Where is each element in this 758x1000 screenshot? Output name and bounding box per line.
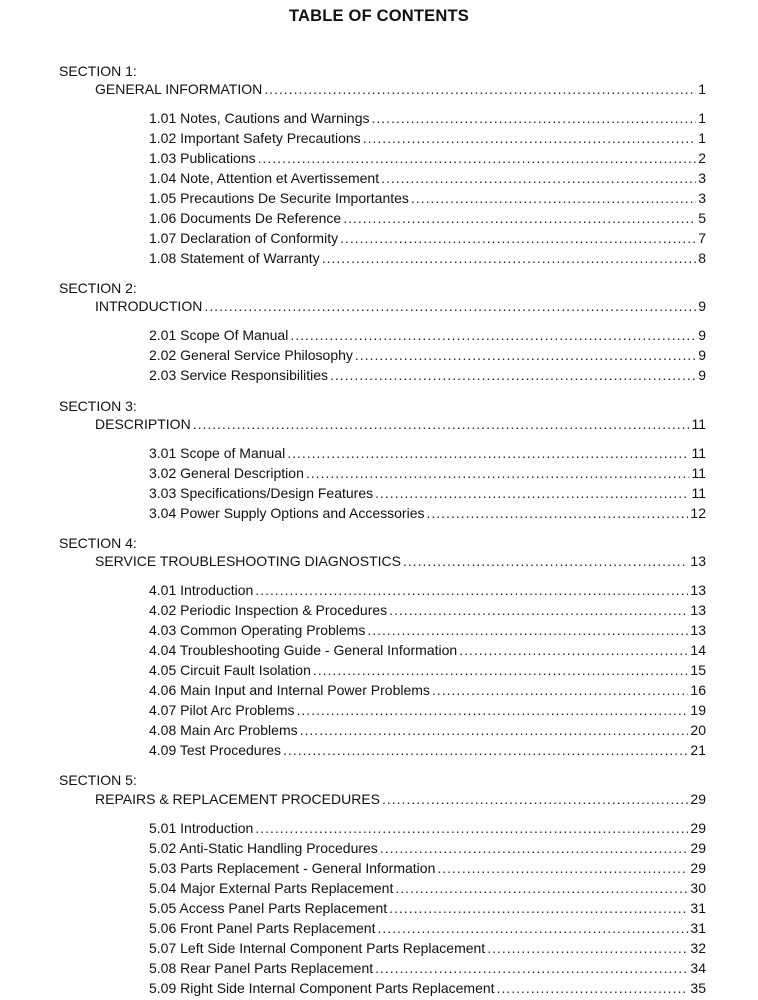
- dot-leader: [427, 505, 689, 522]
- page-number: 31: [690, 920, 706, 936]
- dot-leader: [255, 582, 688, 599]
- toc-entry[interactable]: [149, 840, 706, 857]
- toc-entry[interactable]: [149, 327, 706, 344]
- toc-entry-title: 4.03 Common Operating Problems: [149, 622, 366, 638]
- dot-leader: [297, 702, 689, 719]
- toc-entry-title: 4.04 Troubleshooting Guide - General Information: [149, 642, 458, 658]
- page-number: 1: [698, 130, 706, 146]
- dot-leader: [313, 662, 689, 679]
- toc-entry-title: 5.03 Parts Replacement - General Information: [149, 860, 436, 876]
- page-number: 12: [690, 505, 706, 521]
- dot-leader: [264, 81, 696, 98]
- page-number: 35: [690, 980, 706, 996]
- toc-entry[interactable]: [149, 682, 706, 699]
- dot-leader: [300, 722, 689, 739]
- toc-entry-title: 1.01 Notes, Cautions and Warnings: [149, 110, 370, 126]
- page-number: 14: [690, 642, 706, 658]
- page-number: 21: [690, 742, 706, 758]
- section-label: SECTION 4:: [59, 535, 137, 551]
- dot-leader: [497, 980, 689, 997]
- toc-entry-title: 1.02 Important Safety Precautions: [149, 130, 361, 146]
- toc-entry[interactable]: [149, 940, 706, 957]
- dot-leader: [487, 940, 688, 957]
- toc-entry-title: 1.06 Documents De Reference: [149, 210, 342, 226]
- page-number: 3: [698, 170, 706, 186]
- dot-leader: [403, 553, 688, 570]
- section-label: SECTION 3:: [59, 398, 137, 414]
- toc-entry-title: 1.07 Declaration of Conformity: [149, 230, 339, 246]
- page-number: 11: [691, 416, 706, 432]
- toc-entry-title: 4.05 Circuit Fault Isolation: [149, 662, 311, 678]
- dot-leader: [395, 880, 688, 897]
- page-number: 13: [690, 602, 706, 618]
- page-number: 13: [690, 622, 706, 638]
- toc-entry[interactable]: [149, 170, 706, 187]
- dot-leader: [389, 602, 688, 619]
- dot-leader: [343, 210, 696, 227]
- toc-entry[interactable]: [149, 465, 706, 482]
- toc-entry-title: 4.07 Pilot Arc Problems: [149, 702, 295, 718]
- section-heading: INTRODUCTION: [95, 298, 203, 314]
- toc-entry[interactable]: [149, 602, 706, 619]
- page-title: TABLE OF CONTENTS: [288, 7, 469, 25]
- dot-leader: [255, 820, 688, 837]
- page-number: 29: [690, 820, 706, 836]
- page-number: 1: [698, 110, 706, 126]
- toc-entry-title: 1.03 Publications: [149, 150, 256, 166]
- dot-leader: [287, 445, 689, 462]
- toc-entry[interactable]: [149, 210, 706, 227]
- page-number: 29: [690, 840, 706, 856]
- dot-leader: [382, 791, 688, 808]
- dot-leader: [437, 860, 688, 877]
- dot-leader: [322, 250, 696, 267]
- dot-leader: [432, 682, 688, 699]
- toc-entry[interactable]: [149, 367, 706, 384]
- dot-leader: [363, 130, 696, 147]
- dot-leader: [381, 170, 696, 187]
- toc-entry-title: 1.04 Note, Attention et Avertissement: [149, 170, 380, 186]
- toc-entry-title: 2.01 Scope Of Manual: [149, 327, 289, 343]
- page-number: 11: [691, 485, 706, 501]
- toc-entry[interactable]: [149, 485, 706, 502]
- dot-leader: [375, 485, 689, 502]
- page-number: 9: [698, 367, 706, 383]
- dot-leader: [459, 642, 688, 659]
- page-number: 19: [690, 702, 706, 718]
- toc-entry[interactable]: [149, 230, 706, 247]
- page-number: 11: [691, 465, 706, 481]
- page-number: 9: [698, 298, 706, 314]
- toc-entry-title: 3.04 Power Supply Options and Accessories: [149, 505, 425, 521]
- toc-entry[interactable]: [149, 722, 706, 739]
- page-number: 7: [698, 230, 706, 246]
- toc-entry-title: 4.02 Periodic Inspection & Procedures: [149, 602, 388, 618]
- toc-entry[interactable]: [149, 980, 706, 997]
- section-label: SECTION 5:: [59, 772, 137, 788]
- dot-leader: [204, 298, 696, 315]
- toc-entry-title: 4.06 Main Input and Internal Power Problems: [149, 682, 430, 698]
- dot-leader: [375, 960, 688, 977]
- dot-leader: [411, 190, 696, 207]
- page-number: 29: [690, 860, 706, 876]
- toc-entry[interactable]: [149, 150, 706, 167]
- dot-leader: [380, 840, 689, 857]
- toc-entry-title: 3.03 Specifications/Design Features: [149, 485, 374, 501]
- toc-entry-title: 4.01 Introduction: [149, 582, 254, 598]
- page-number: 11: [691, 445, 706, 461]
- page-number: 2: [698, 150, 706, 166]
- toc-entry-title: 3.01 Scope of Manual: [149, 445, 286, 461]
- toc-entry[interactable]: [149, 920, 706, 937]
- page-number: 31: [690, 900, 706, 916]
- dot-leader: [193, 416, 690, 433]
- page-number: 29: [690, 791, 706, 807]
- page-number: 5: [698, 210, 706, 226]
- dot-leader: [389, 900, 688, 917]
- toc-entry-title: 3.02 General Description: [149, 465, 304, 481]
- toc-entry-title: 4.08 Main Arc Problems: [149, 722, 298, 738]
- page-number: 13: [690, 553, 706, 569]
- toc-entry-title: 5.08 Rear Panel Parts Replacement: [149, 960, 374, 976]
- section-label: SECTION 1:: [59, 63, 137, 79]
- dot-leader: [283, 742, 688, 759]
- toc-entry[interactable]: [149, 110, 706, 127]
- dot-leader: [377, 920, 688, 937]
- toc-entry-title: 1.05 Precautions De Securite Importantes: [149, 190, 409, 206]
- toc-entry[interactable]: [149, 960, 706, 977]
- toc-entry[interactable]: [149, 702, 706, 719]
- dot-leader: [372, 110, 697, 127]
- section-heading: REPAIRS & REPLACEMENT PROCEDURES: [95, 791, 380, 807]
- dot-leader: [306, 465, 690, 482]
- page-number: 20: [690, 722, 706, 738]
- toc-entry[interactable]: [149, 190, 706, 207]
- section-heading: GENERAL INFORMATION: [95, 81, 263, 97]
- page-number: 9: [698, 327, 706, 343]
- dot-leader: [355, 347, 696, 364]
- toc-entry[interactable]: [149, 880, 706, 897]
- dot-leader: [367, 622, 688, 639]
- toc-entry-title: 2.03 Service Responsibilities: [149, 367, 328, 383]
- toc-entry[interactable]: [149, 622, 706, 639]
- toc-entry-title: 5.06 Front Panel Parts Replacement: [149, 920, 376, 936]
- section-heading-row[interactable]: [95, 81, 706, 98]
- toc-entry-title: 5.02 Anti-Static Handling Procedures: [149, 840, 378, 856]
- dot-leader: [258, 150, 696, 167]
- section-heading: DESCRIPTION: [95, 416, 191, 432]
- toc-entry[interactable]: [149, 130, 706, 147]
- toc-entry-title: 2.02 General Service Philosophy: [149, 347, 353, 363]
- toc-entry-title: 5.01 Introduction: [149, 820, 254, 836]
- section-heading-row[interactable]: [95, 553, 706, 570]
- section-heading-row[interactable]: [95, 416, 706, 433]
- page-number: 30: [690, 880, 706, 896]
- dot-leader: [290, 327, 696, 344]
- page-number: 16: [690, 682, 706, 698]
- toc-entry[interactable]: [149, 505, 706, 522]
- toc-entry[interactable]: [149, 662, 706, 679]
- page-number: 1: [698, 81, 706, 97]
- toc-entry[interactable]: [149, 642, 706, 659]
- dot-leader: [330, 367, 696, 384]
- toc-entry-title: 1.08 Statement of Warranty: [149, 250, 320, 266]
- page-number: 34: [690, 960, 706, 976]
- toc-entry[interactable]: [149, 860, 706, 877]
- page-number: 3: [698, 190, 706, 206]
- toc-entry-title: 5.04 Major External Parts Replacement: [149, 880, 394, 896]
- toc-entry-title: 5.09 Right Side Internal Component Parts Replacement: [149, 980, 495, 996]
- toc-entry[interactable]: [149, 250, 706, 267]
- page-number: 9: [698, 347, 706, 363]
- toc-entry[interactable]: [149, 445, 706, 462]
- section-heading-row[interactable]: [95, 298, 706, 315]
- dot-leader: [340, 230, 696, 247]
- toc-entry[interactable]: [149, 347, 706, 364]
- toc-entry[interactable]: [149, 820, 706, 837]
- toc-entry-title: 5.05 Access Panel Parts Replacement: [149, 900, 388, 916]
- toc-entry[interactable]: [149, 582, 706, 599]
- section-heading: SERVICE TROUBLESHOOTING DIAGNOSTICS: [95, 553, 401, 569]
- toc-entry[interactable]: [149, 900, 706, 917]
- section-heading-row[interactable]: [95, 791, 706, 808]
- page-number: 13: [690, 582, 706, 598]
- toc-entry-title: 5.07 Left Side Internal Component Parts Replacement: [149, 940, 486, 956]
- page-number: 15: [690, 662, 706, 678]
- page-number: 8: [698, 250, 706, 266]
- toc-entry[interactable]: [149, 742, 706, 759]
- section-label: SECTION 2:: [59, 280, 137, 296]
- toc-entry-title: 4.09 Test Procedures: [149, 742, 282, 758]
- page-number: 32: [690, 940, 706, 956]
